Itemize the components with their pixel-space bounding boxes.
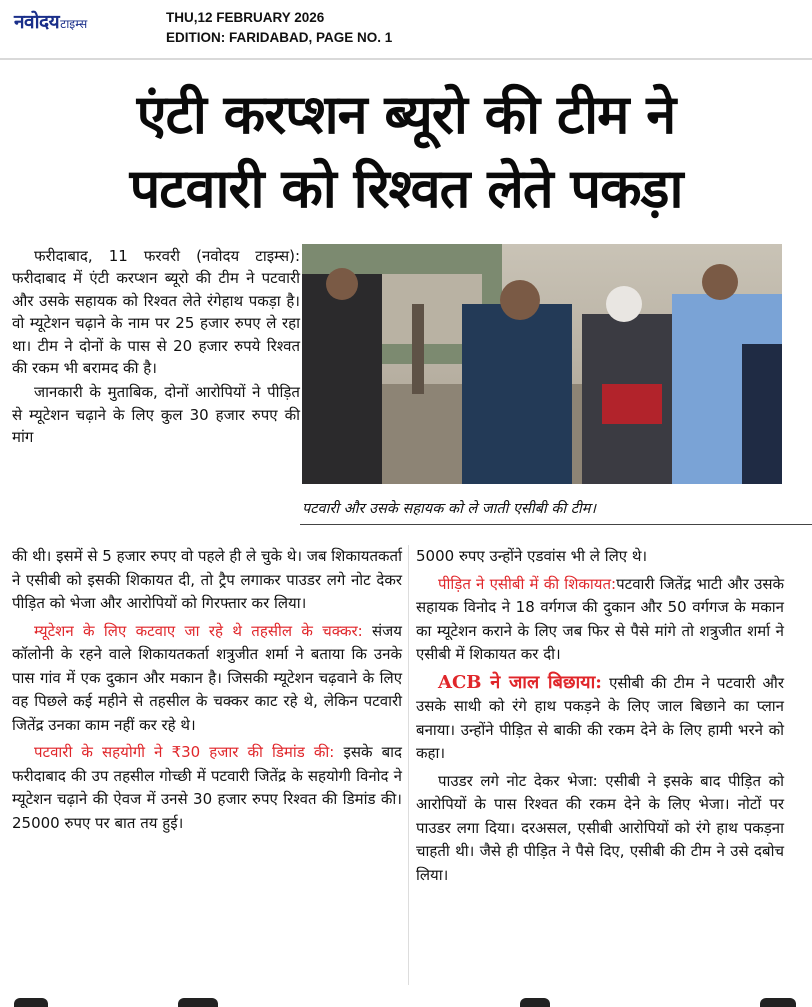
subheading-acb-trap: ACB ने जाल बिछाया:	[438, 671, 602, 693]
subheading-complaint: पीड़ित ने एसीबी में की शिकायत:	[438, 574, 617, 593]
headline-line-1: एंटी करप्शन ब्यूरो की टीम ने	[136, 83, 676, 146]
paragraph-2-top: जानकारी के मुताबिक, दोनों आरोपियों ने पीड़ित से म्यूटेशन चढ़ाने के लिए कुल 30 हजार रुपए की मांग	[12, 383, 300, 447]
date-line: THU,12 FEBRUARY 2026	[166, 10, 325, 25]
column-divider	[408, 545, 409, 985]
edition-line: EDITION: FARIDABAD, PAGE NO. 1	[166, 30, 393, 45]
edition-info	[166, 8, 392, 48]
subheading-demand: पटवारी के सहयोगी ने ₹30 हजार की डिमांड की:	[34, 743, 335, 761]
subheading-mutation: म्यूटेशन के लिए कटवाए जा रहे थे तहसील के चक्कर:	[34, 621, 363, 640]
headline	[0, 78, 812, 226]
headline-line-2: पटवारी को रिश्वत लेते पकड़ा	[129, 157, 683, 220]
news-photo	[302, 244, 782, 484]
logo-main: नवोदय	[14, 11, 60, 33]
paragraph-6	[416, 671, 784, 766]
paragraph-5-text: पटवारी जितेंद्र भाटी और उसके सहायक विनोद ने 18 वर्गगज की दुकान और 50 वर्गगज के मकान का म्यूटेशन कराने के लिए जब फिर से पैसे मांगे तो शत्रुजीत शर्मा ने एसीबी में शिकायत कर दी।	[416, 574, 784, 663]
cutoff-glyph	[760, 998, 796, 1007]
paragraph-7: पाउडर लगे नोट देकर भेजा: एसीबी ने इसके बाद पीड़ित को आरोपियों के पास रिश्वत की रकम देने के लिए भेजा। नोटों पर पाउडर लगा दिया। दरअसल, एसीबी आरोपियों को रंगे हाथ पकड़ना चाहती थी। जैसे ही पीड़ित ने पैसे दिए, एसीबी की टीम ने उसे दबोच लिया।	[416, 771, 784, 884]
paragraph-6-text: एसीबी की टीम ने पटवारी और उसके साथी को रंगे हाथ पकड़ने के लिए जाल बिछाने का प्लान बनाया। उन्होंने पीड़ित से बाकी की रकम देने के लिए हामी भरने को कहा।	[416, 673, 784, 762]
paragraph-2-continued: की थी। इसमें से 5 हजार रुपए वो पहले ही ले चुके थे। जब शिकायतकर्ता ने एसीबी को इसकी शिकायत दी, तो ट्रैप लगाकर पाउडर लगे नोट देकर पीड़ित को भेजा और आरोपियों को गिरफ्तार कर लिया।	[12, 547, 402, 612]
masthead	[0, 0, 812, 58]
paragraph-4-continued: 5000 रुपए उन्होंने एडवांस भी ले लिए थे।	[416, 547, 648, 565]
lead-paragraph: फरीदाबाद, 11 फरवरी (नवोदय टाइम्स): फरीदाबाद में एंटी करप्शन ब्यूरो की टीम ने पटवारी और उसके सहायक को रिश्वत लेते रंगेहाथ पकड़ा है। वो म्यूटेशन चढ़ाने के नाम पर 25 हजार रुपए ले रहा था। टीम ने दोनों के पास से 20 हजार रुपये रिश्वत की रकम भी बरामद की है।	[12, 247, 300, 378]
paragraph-5	[416, 573, 784, 667]
cutoff-glyph	[178, 998, 218, 1007]
cutoff-glyph	[520, 998, 550, 1007]
left-column	[12, 545, 402, 839]
cutoff-glyph	[14, 998, 48, 1007]
lead-column	[12, 245, 300, 449]
caption-rule	[300, 524, 812, 525]
masthead-divider	[0, 58, 812, 60]
paragraph-4-text: इसके बाद फरीदाबाद की उप तहसील गोच्छी में पटवारी जितेंद्र के सहयोगी विनोद ने म्यूटेशन चढ़ाने की ऐवज में उनसे 30 हजार रुपए रिश्वत की डिमांड की। 25000 रुपए पर बात तय हुई।	[12, 743, 402, 832]
photo-caption: पटवारी और उसके सहायक को ले जाती एसीबी की टीम।	[302, 501, 596, 517]
news-photo-illustration	[302, 244, 782, 484]
paragraph-3-text: संजय कॉलोनी के रहने वाले शिकायतकर्ता शत्रुजीत शर्मा ने बताया कि उनके पास गांव में एक दुकान और मकान है। जिसकी म्यूटेशन चढ़वाने के लिए वह पिछले कई महीने से तहसील के चक्कर काट रहे थे, लेकिन पटवारी जितेंद्र उनका काम नहीं कर रहे थे।	[12, 621, 402, 734]
right-column	[416, 545, 784, 891]
next-article-cutoff	[0, 994, 812, 1007]
paragraph-4	[12, 741, 402, 835]
paragraph-3	[12, 620, 402, 738]
newspaper-logo	[14, 8, 87, 34]
logo-sub: टाइम्स	[60, 17, 88, 31]
